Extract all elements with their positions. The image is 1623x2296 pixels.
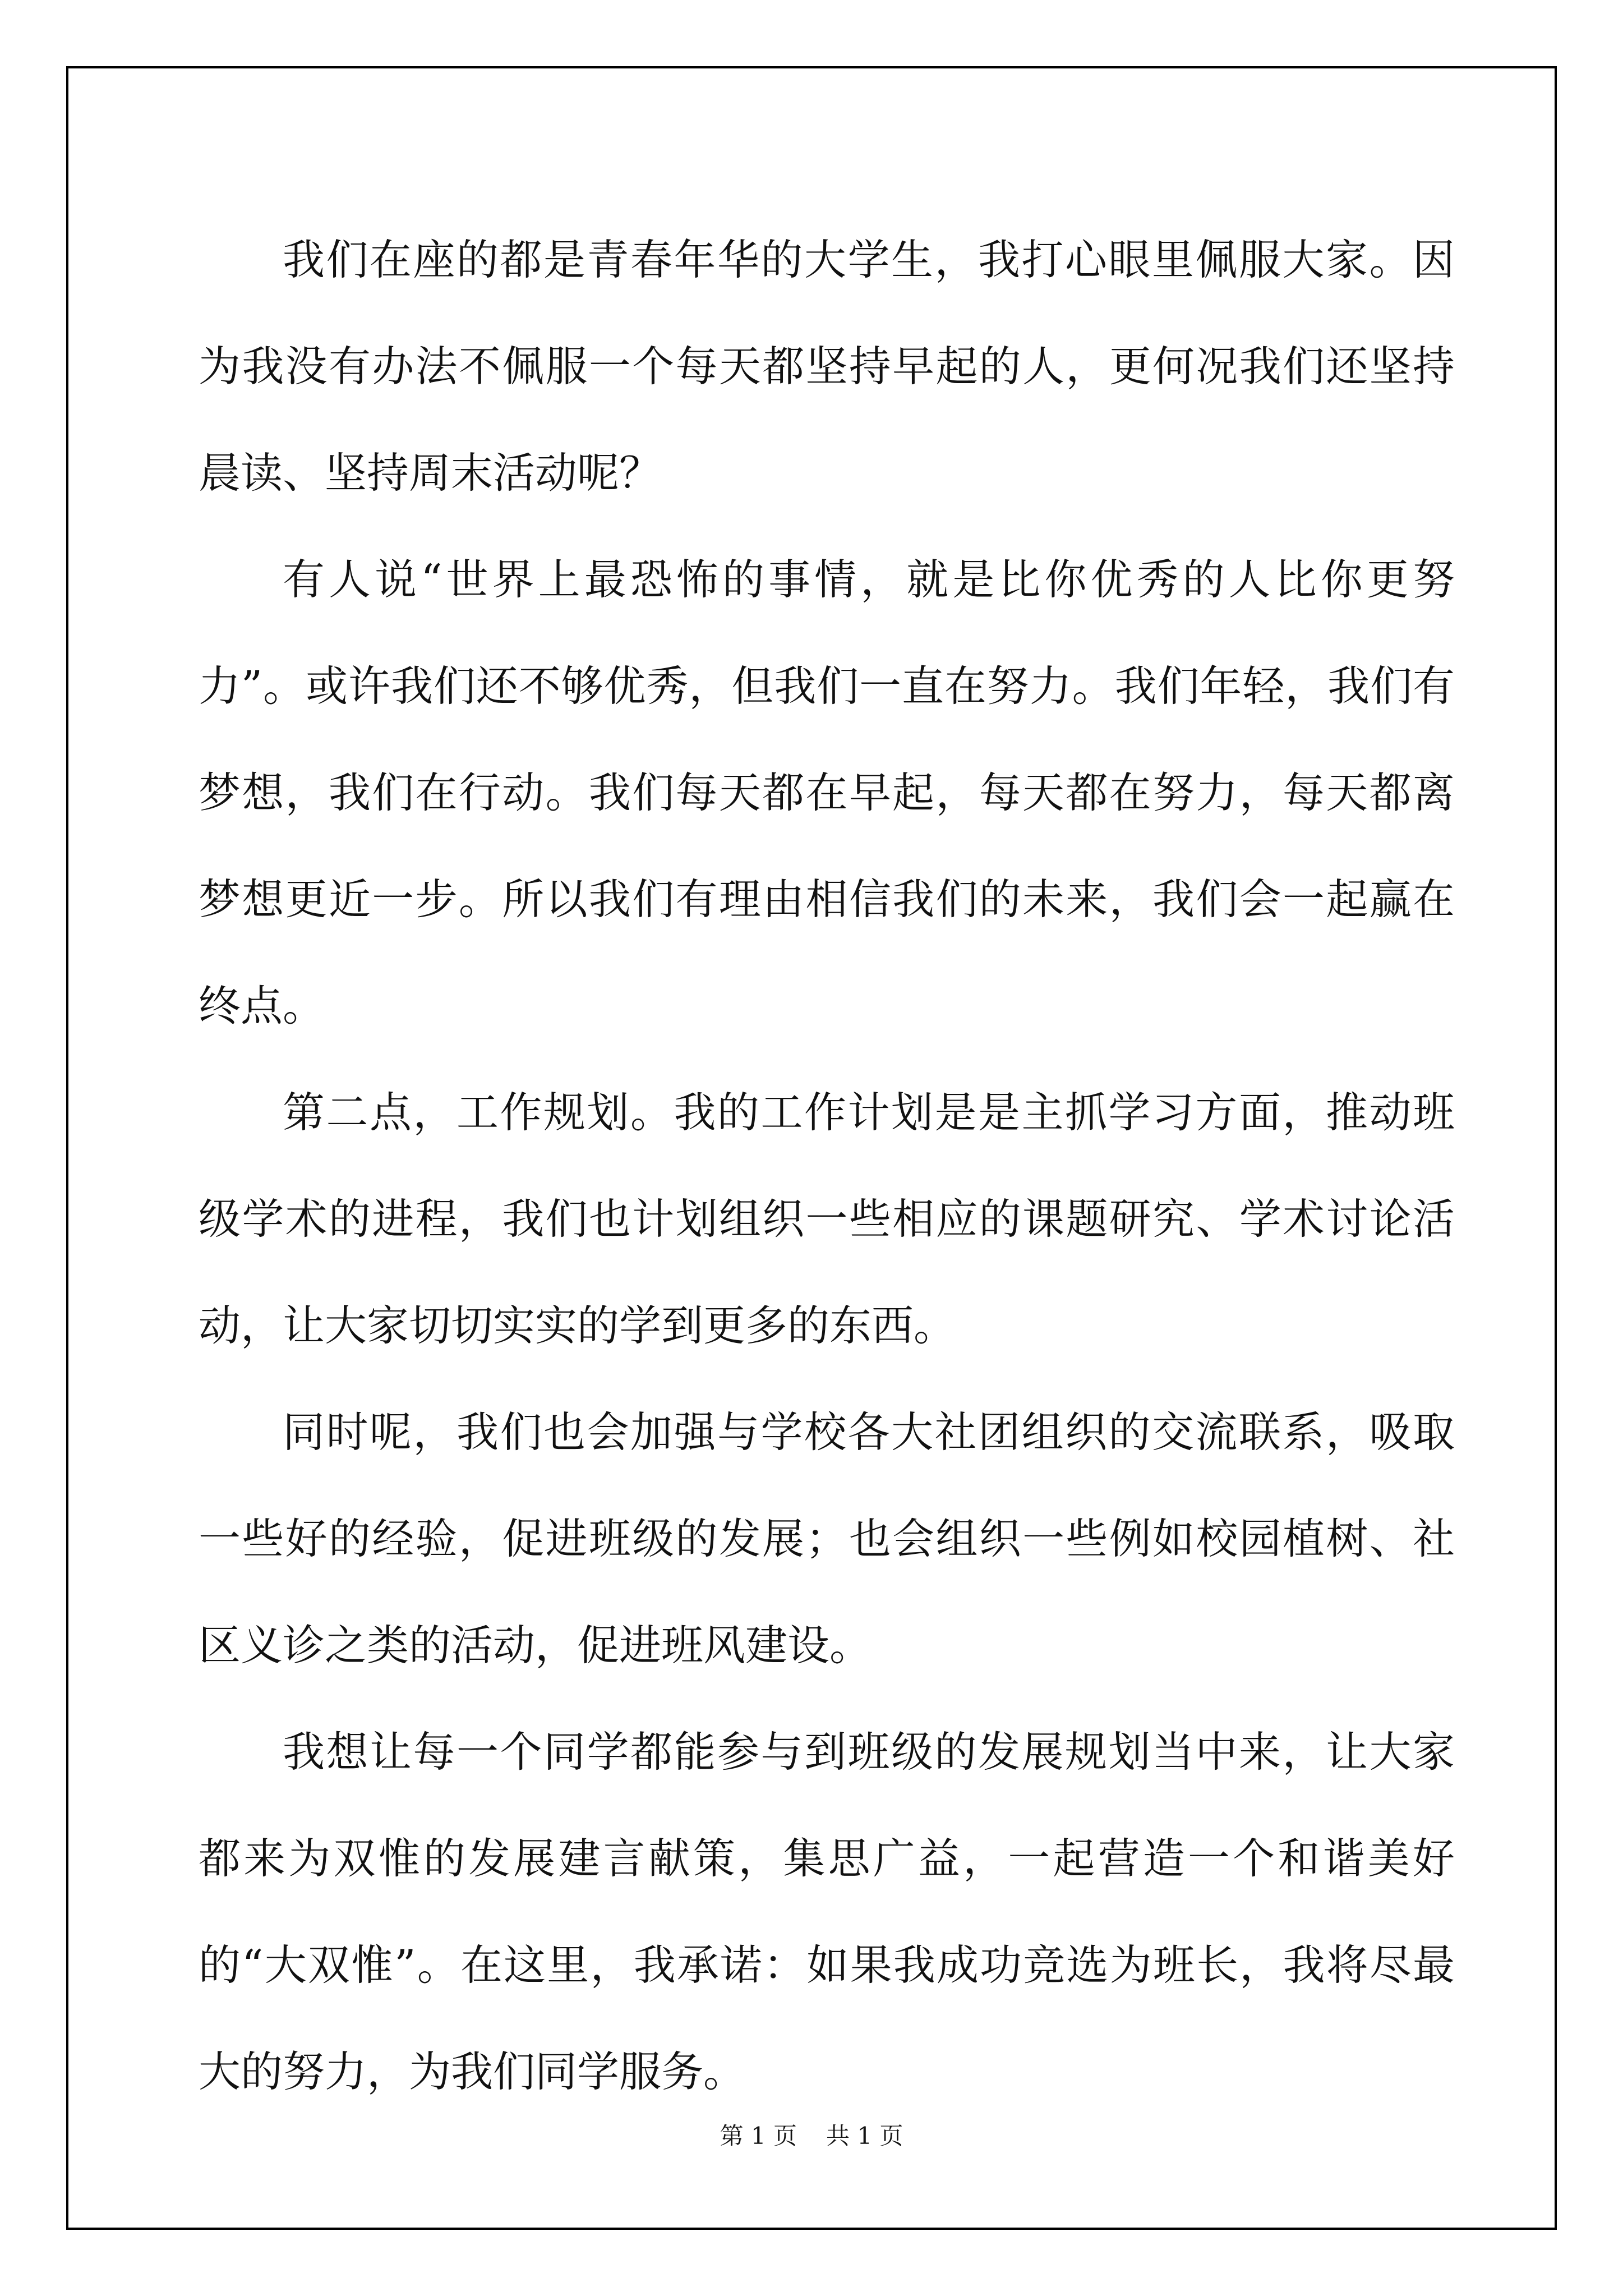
paragraph-4: 同时呢，我们也会加强与学校各大社团组织的交流联系，吸取一些好的经验，促进班级的发展；也会组织一些例如校园植树、社区义诊之类的活动，促进班风建设。 <box>199 1407 1455 1670</box>
paragraph-5: 我想让每一个同学都能参与到班级的发展规划当中来，让大家都来为双惟的发展建言献策，集思广益，一起营造一个和谐美好的“大双惟”。在这里，我承诺：如果我成功竞选为班长，我将尽最大的努力，为我们同学服务。 <box>199 1727 1455 2096</box>
document-body <box>199 206 1455 2125</box>
paragraph-3: 第二点，工作规划。我的工作计划是是主抓学习方面，推动班级学术的进程，我们也计划组织一些相应的课题研究、学术讨论活动，让大家切切实实的学到更多的东西。 <box>199 1088 1455 1350</box>
page-number: 第 1 页 <box>720 2122 797 2150</box>
page-footer <box>0 2118 1623 2151</box>
paragraph-1: 我们在座的都是青春年华的大学生，我打心眼里佩服大家。因为我没有办法不佩服一个每天都坚持早起的人，更何况我们还坚持晨读、坚持周末活动呢？ <box>199 235 1455 498</box>
paragraph-2: 有人说“世界上最恐怖的事情，就是比你优秀的人比你更努力”。或许我们还不够优秀，但我们一直在努力。我们年轻，我们有梦想，我们在行动。我们每天都在早起，每天都在努力，每天都离梦想更近一步。所以我们有理由相信我们的未来，我们会一起赢在终点。 <box>199 555 1455 1030</box>
page-total: 共 1 页 <box>826 2122 903 2150</box>
